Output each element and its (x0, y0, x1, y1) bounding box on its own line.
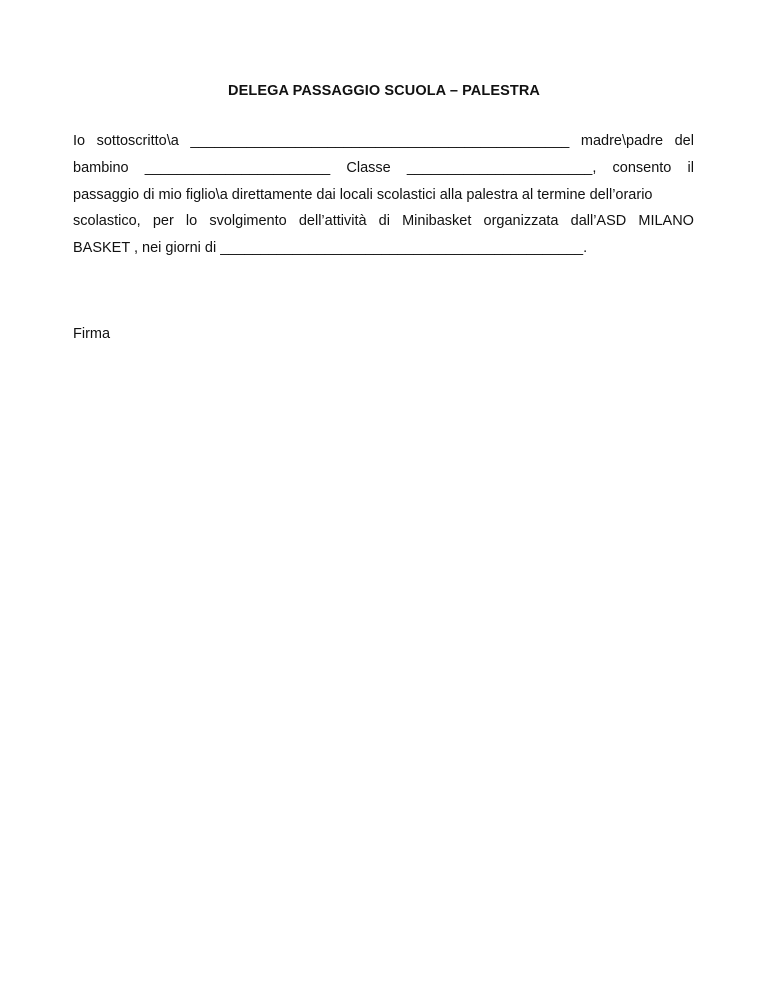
delegation-paragraph (73, 128, 694, 262)
child-name-blank: _______________________ (144, 159, 331, 176)
word: del (674, 133, 694, 149)
word: consento (612, 159, 672, 176)
signature-label: Firma (73, 326, 111, 342)
word: scolastico, (73, 213, 141, 230)
paragraph-line-2 (73, 155, 694, 182)
word: di (378, 213, 390, 230)
word: organizzata (483, 213, 559, 230)
word: per (152, 213, 174, 230)
word: il (687, 159, 694, 176)
class-blank: _______________________, (406, 159, 597, 176)
word: bambino (73, 159, 129, 176)
word: dall’ASD (570, 213, 627, 230)
word: lo (185, 213, 198, 230)
word: dell’attività (298, 213, 367, 230)
word: MILANO (638, 213, 694, 230)
paragraph-line-4 (73, 208, 694, 235)
parent-name-blank: _______________________________________________ (190, 133, 570, 149)
paragraph-line-3: passaggio di mio figlio\a direttamente dai locali scolastici alla palestra al termine dell’orario (73, 186, 653, 203)
paragraph-line-1 (73, 128, 694, 155)
word: svolgimento (209, 213, 287, 230)
word: Io (73, 133, 86, 149)
paragraph-line-5: BASKET , nei giorni di _____________________________________________. (73, 240, 588, 257)
word: Classe (346, 159, 391, 176)
word: madre\padre (580, 133, 664, 149)
document-title: DELEGA PASSAGGIO SCUOLA – PALESTRA (228, 83, 540, 99)
word: sottoscritto\a (96, 133, 179, 149)
word: Minibasket (402, 213, 472, 230)
